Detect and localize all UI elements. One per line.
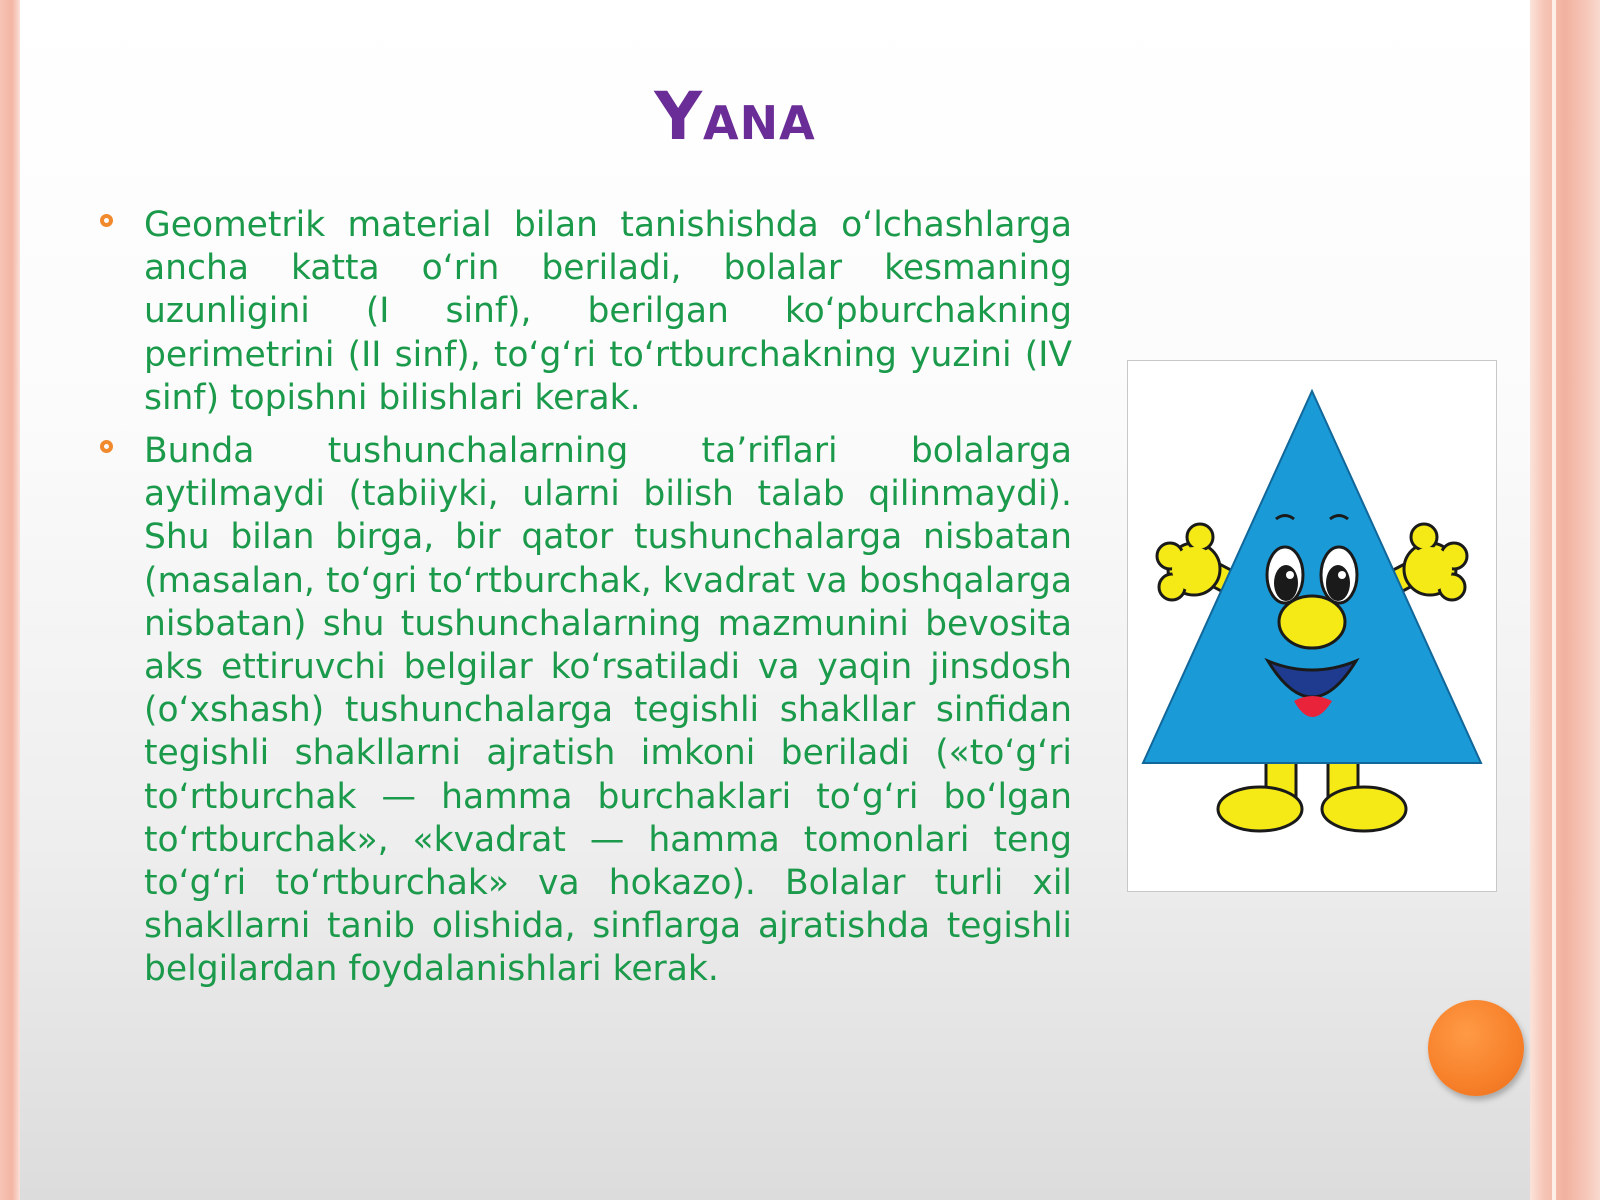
slide-title: Yana — [654, 78, 816, 155]
legs — [1218, 756, 1406, 831]
bullet-text: Geometrik material bilan tanishishda oʻlchashlarga ancha katta oʻrin beriladi, bolalar kesmaning uzunligini (I sinf), berilgan koʻpburchakning perimetrini (II sinf), toʻgʻri toʻrtburchakning yuzini (IV sinf) topishni bilishlari kerak. — [144, 205, 1072, 418]
slide-frame-right — [1530, 0, 1600, 1200]
nose — [1279, 596, 1345, 648]
slide-frame-stripe — [1552, 0, 1556, 1200]
bullet-circle-icon — [100, 440, 113, 453]
bullet-item — [96, 204, 1072, 420]
decorative-orange-circle — [1428, 1000, 1524, 1096]
slide-frame-left — [0, 0, 20, 1200]
bullet-item — [96, 430, 1072, 992]
bullet-text: Bunda tushunchalarning taʼriflari bolalarga aytilmaydi (tabiiyki, ularni bilish talab qilinmaydi). Shu bilan birga, bir qator tushunchalarga nisbatan (masalan, toʻgri toʻrtburchak, kvadrat va boshqalarga nisbatan) shu tushunchalarning mazmunini bevosita aks ettiruvchi belgilar koʻrsatiladi va yaqin jinsdosh (oʻxshash) tushunchalarga tegishli shakllar sinfidan tegishli shakllarni ajratish imkoni beriladi («toʻgʻri toʻrtburchak — hamma burchaklari toʻgʻri boʻlgan toʻrtburchak», «kvadrat — hamma tomonlari teng toʻgʻri toʻrtburchak» va hokazo). Bolalar turli xil shakllarni tanib olishida, sinflarga ajratishda tegishli belgilardan foydalanishlari kerak. — [144, 431, 1072, 990]
smiling-triangle-character-icon — [1128, 361, 1496, 891]
triangle-character-picture — [1127, 360, 1497, 892]
bullet-list — [96, 204, 1072, 1002]
bullet-circle-icon — [100, 214, 113, 227]
